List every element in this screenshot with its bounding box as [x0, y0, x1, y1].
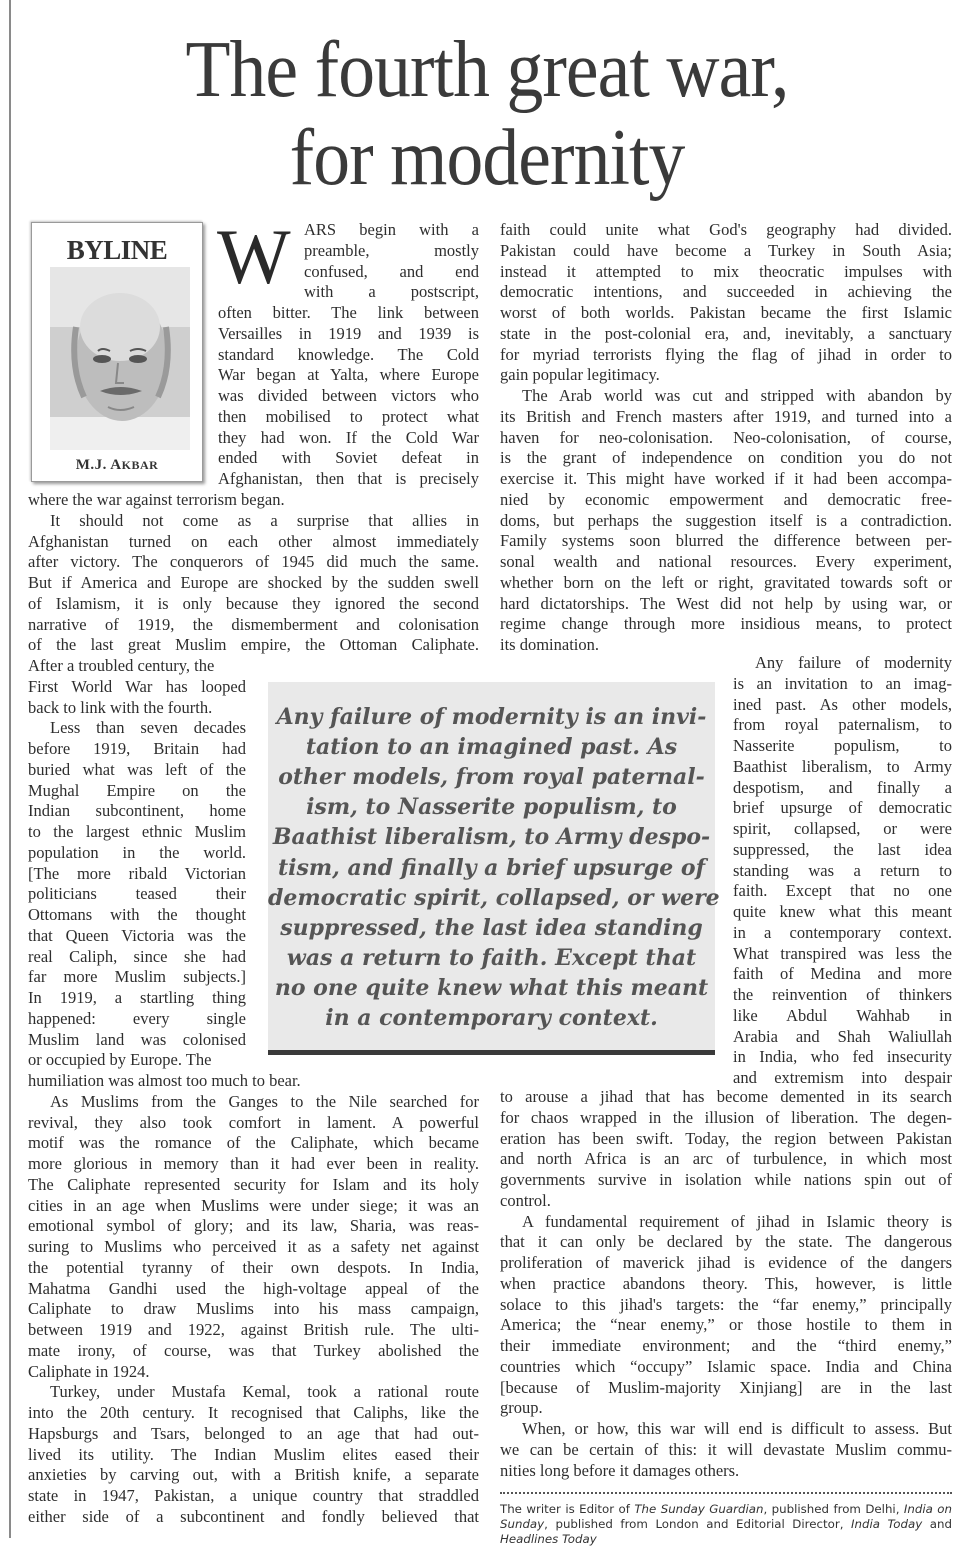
- text-line: motif was the romance of the Caliphate, which became: [28, 1133, 479, 1153]
- pull-quote-rule: [268, 1050, 715, 1055]
- text-line: spirit, collapsed, or were: [733, 819, 952, 838]
- text-line: cities in an age when Muslims were under siege; it was an: [28, 1195, 479, 1215]
- text-line: Afghanistan turned on each other almost immediately: [28, 531, 479, 551]
- footnote-line-1: The writer is Editor of The Sunday Guardian, published from Delhi, India on: [500, 1502, 952, 1516]
- text-line: America; the “near enemy,” or those hostile to them in: [500, 1315, 952, 1335]
- text-line: to the largest ethnic Muslim: [28, 822, 246, 841]
- text-line: hard dictatorships. The West did not help by using war, or: [500, 593, 952, 613]
- text-line: back to link with the fourth.: [28, 697, 213, 717]
- text-line: that it can only be declared by the state. The dangerous: [500, 1232, 952, 1252]
- pull-quote-line: ism, to Nasserite populism, to: [306, 794, 677, 821]
- text-line: [because of Muslim-majority Xinjiang] are in the last: [500, 1377, 952, 1397]
- headline-line-2: for modernity: [289, 114, 685, 202]
- intro-line: ended with Soviet defeat in: [218, 448, 479, 468]
- text-line: in India, who fed insecurity: [733, 1047, 952, 1067]
- footnote-line-3: Headlines Today: [500, 1532, 597, 1546]
- text-line: The Caliphate represented security for Islam and its holy: [28, 1174, 479, 1194]
- author-name-rest: KBAR: [121, 458, 159, 472]
- text-line: instead it attempted to mix theocratic impulses with: [500, 261, 952, 281]
- text-line: worst of both worlds. Pakistan became the first Islamic: [500, 303, 952, 322]
- byline-box: [31, 222, 203, 482]
- text-line: proliferation of maverick jihad is evidence of the dangers: [500, 1253, 952, 1272]
- text-line: nities long before it damages others.: [500, 1460, 740, 1480]
- pull-quote-line: Baathist liberalism, to Army despo-: [272, 824, 711, 851]
- intro-line: then mobilised to protect what: [218, 406, 479, 426]
- page-margin-rule: [9, 0, 11, 1538]
- text-line: group.: [500, 1398, 543, 1418]
- text-line: the potential tyranny of their own despots. In India,: [28, 1257, 479, 1277]
- text-line: Ottomans with the thought: [28, 905, 246, 924]
- pull-quote-line: tation to an imagined past. As: [305, 734, 678, 761]
- text-line: for myriad terrorists flying the flag of jihad in order to: [500, 344, 952, 364]
- text-line: First World War has looped: [28, 676, 246, 696]
- text-line: Pakistan could have become a Turkey in South Asia;: [500, 240, 952, 260]
- text-line: solace to this jihad's targets: the “far enemy,” principally: [500, 1294, 952, 1314]
- text-line: to arouse a jihad that has become demented in its search: [500, 1087, 952, 1106]
- text-line: humiliation was almost too much to bear.: [28, 1071, 301, 1090]
- text-line: whether born on the left or right, gravitated towards soft or: [500, 572, 952, 592]
- author-photo: [50, 267, 190, 450]
- text-line: The Arab world was cut and stripped with abandon by: [522, 386, 952, 405]
- intro-line: War began at Yalta, where Europe: [218, 365, 479, 385]
- intro-line: standard knowledge. The Cold: [218, 344, 479, 364]
- text-line: Mughal Empire on the: [28, 780, 246, 800]
- text-line: control.: [500, 1190, 551, 1210]
- text-line: gain popular legitimacy.: [500, 365, 660, 385]
- text-line: of the last great Muslim empire, the Ottoman Caliphate.: [28, 635, 479, 655]
- drop-cap: W: [217, 213, 291, 300]
- text-line: standing was a return to: [733, 860, 952, 880]
- text-line: As Muslims from the Ganges to the Nile searched for: [50, 1091, 479, 1111]
- text-line: sonal wealth and national resources. Every experiment,: [500, 552, 952, 571]
- text-line: either side of a subcontinent and fondly believed that: [28, 1506, 479, 1526]
- text-line: faith of Medina and more: [733, 964, 952, 984]
- text-line: the reinvention of thinkers: [733, 985, 952, 1004]
- text-line: their immediate environment; and the “third enemy,”: [500, 1336, 952, 1355]
- text-line: Nasserite populism, to: [733, 736, 952, 755]
- intro-line: ARS begin with a: [304, 220, 479, 239]
- text-line: suppressed, the last idea: [733, 839, 952, 859]
- text-line: Arabia and Shah Waliullah: [733, 1026, 952, 1046]
- text-line: Indian subcontinent, home: [28, 801, 246, 821]
- text-line: But if America and Europe are shocked by the sudden swell: [28, 573, 479, 592]
- text-line: narrative of 1919, the dismemberment and colonisation: [28, 614, 479, 634]
- text-line: Hapsburgs and Tsars, belonged to an age that had out-: [28, 1423, 479, 1443]
- text-line: state in the post-colonial era, and, inevitably, a sanctuary: [500, 323, 952, 343]
- footnote-line-2: Sunday, published from London and Editorial Director, India Today and: [500, 1517, 952, 1531]
- text-line: haven for neo-colonisation. Neo-colonisation, of course,: [500, 427, 952, 447]
- text-line: [The more ribald Victorian: [28, 863, 246, 883]
- text-line: where the war against terrorism began.: [28, 490, 285, 509]
- text-line: into the 20th century. It recognised that Caliphs, like the: [28, 1403, 479, 1422]
- author-portrait-icon: [50, 267, 190, 450]
- pull-quote-line: tism, and finally a brief upsurge of: [277, 854, 706, 881]
- pull-quote-line: was a return to faith. Except that: [286, 944, 697, 971]
- text-line: despotism, and finally a: [733, 777, 952, 797]
- text-line: ined past. As other models,: [733, 694, 952, 714]
- text-line: we can be certain of this: it will devastate Muslim commu-: [500, 1439, 952, 1459]
- intro-line: with a postscript,: [304, 282, 479, 302]
- headline-line-1: The fourth great war,: [185, 26, 789, 114]
- text-line: Less than seven decades: [50, 718, 246, 738]
- text-line: in a contemporary context.: [733, 922, 952, 942]
- text-line: When, or how, this war will end is difficult to assess. But: [522, 1419, 952, 1438]
- text-line: or occupied by Europe. The: [28, 1050, 212, 1070]
- text-line: its domination.: [500, 635, 599, 654]
- text-line: doms, but perhaps the suggestion itself is a contradiction.: [500, 510, 952, 530]
- text-line: is an invitation to an imag-: [733, 673, 952, 693]
- pull-quote-line: suppressed, the last idea standing: [280, 914, 703, 941]
- text-line: countries which “occupy” Islamic space. India and China: [500, 1356, 952, 1376]
- text-line: After a troubled century, the: [28, 656, 215, 675]
- intro-line: confused, and end: [304, 261, 479, 281]
- intro-line: Versailles in 1919 and 1939 is: [218, 323, 479, 343]
- text-line: faith. Except that no one: [733, 881, 952, 901]
- text-line: between 1919 and 1922, against British rule. The ulti-: [28, 1320, 479, 1339]
- text-line: more glorious in memory than it had ever been in reality.: [28, 1154, 479, 1173]
- text-line: when practice abandons theory. This, however, is little: [500, 1273, 952, 1293]
- text-line: is the grant of independence on condition you do not: [500, 448, 952, 468]
- pull-quote-line: no one quite knew what this meant: [274, 974, 709, 1001]
- text-line: quite knew what this meant: [733, 902, 952, 921]
- text-line: of Islamism, it is only because they ignored the second: [28, 593, 479, 613]
- text-line: nied by economic empowerment and democratic free-: [500, 489, 952, 509]
- byline-label: BYLINE: [66, 235, 168, 265]
- text-line: anxieties by carving out, with a British knife, a separate: [28, 1465, 479, 1485]
- text-line: happened: every single: [28, 1008, 246, 1028]
- text-line: exercise it. This might have worked if it had been accompa-: [500, 469, 952, 488]
- intro-line: Afghanistan, then that is precisely: [218, 469, 479, 488]
- text-line: for chaos wrapped in the illusion of liberation. The degen-: [500, 1107, 952, 1127]
- text-line: that Queen Victoria was the: [28, 925, 246, 945]
- text-line: regime change through more insidious means, to protect: [500, 614, 952, 634]
- author-name-initials: M.J. A: [75, 457, 122, 473]
- text-line: far more Muslim subjects.]: [28, 967, 246, 987]
- text-line: after victory. The conquerors of 1945 did much the same.: [28, 552, 479, 572]
- text-line: population in the world.: [28, 842, 246, 862]
- text-line: Baathist liberalism, to Army: [733, 756, 952, 776]
- pull-quote-line: Any failure of modernity is an invi-: [276, 704, 707, 730]
- text-line: revival, they also took comfort in lament. A powerful: [28, 1112, 479, 1132]
- pull-quote-line: other models, from royal paternal-: [278, 764, 705, 791]
- text-line: democratic intentions, and succeeded in achieving the: [500, 282, 952, 302]
- text-line: state in 1947, Pakistan, a unique country that straddled: [28, 1486, 479, 1505]
- footnote-divider: [500, 1492, 952, 1496]
- text-line: real Caliph, since she had: [28, 946, 246, 966]
- intro-line: was divided between victors who: [218, 386, 479, 405]
- intro-line: often bitter. The link between: [218, 303, 479, 322]
- text-line: brief upsurge of democratic: [733, 798, 952, 818]
- author-name: [32, 457, 202, 474]
- text-line: Family systems soon blurred the difference between per-: [500, 531, 952, 551]
- text-line: Caliphate in 1924.: [28, 1361, 150, 1381]
- text-line: before 1919, Britain had: [28, 739, 246, 758]
- text-line: A fundamental requirement of jihad in Islamic theory is: [522, 1211, 952, 1231]
- text-line: It should not come as a surprise that allies in: [50, 510, 479, 530]
- text-line: suring to Muslims who perceived it as a safety net against: [28, 1237, 479, 1256]
- text-line: Caliphate to draw Muslims into his mass campaign,: [28, 1299, 479, 1319]
- text-line: and extremism into despair: [733, 1068, 952, 1087]
- text-line: from royal paternalism, to: [733, 715, 952, 735]
- text-line: and north Africa is an arc of turbulence, in which most: [500, 1149, 952, 1169]
- pull-quote-line: democratic spirit, collapsed, or were: [268, 884, 720, 911]
- text-line: faith could unite what God's geography had divided.: [500, 220, 952, 239]
- text-line: What transpired was less the: [733, 943, 952, 963]
- text-line: Mahatma Gandhi used the high-voltage appeal of the: [28, 1278, 479, 1298]
- text-line: Turkey, under Mustafa Kemal, took a rational route: [50, 1382, 479, 1402]
- text-line: emotional symbol of glory; and its law, Sharia, was reas-: [28, 1216, 479, 1236]
- intro-line: they had won. If the Cold War: [218, 427, 479, 447]
- text-line: lived its utility. The Indian Muslim elites eased their: [28, 1444, 479, 1464]
- text-line: politicians teased their: [28, 884, 246, 904]
- text-line: In 1919, a startling thing: [28, 988, 246, 1007]
- intro-line: preamble, mostly: [304, 240, 479, 260]
- text-line: mate irony, of course, was that Turkey abolished the: [28, 1340, 479, 1360]
- text-line: eration has been swift. Today, the region between Pakistan: [500, 1128, 952, 1148]
- text-line: Any failure of modernity: [755, 653, 952, 672]
- text-line: like Abdul Wahhab in: [733, 1005, 952, 1025]
- text-line: Muslim land was colonised: [28, 1029, 246, 1049]
- text-line: governments survive in isolation while nations spin out of: [500, 1170, 952, 1189]
- text-line: its British and French masters after 1919, and turned into a: [500, 406, 952, 426]
- pull-quote-line: in a contemporary context.: [325, 1005, 658, 1031]
- text-line: buried what was left of the: [28, 759, 246, 779]
